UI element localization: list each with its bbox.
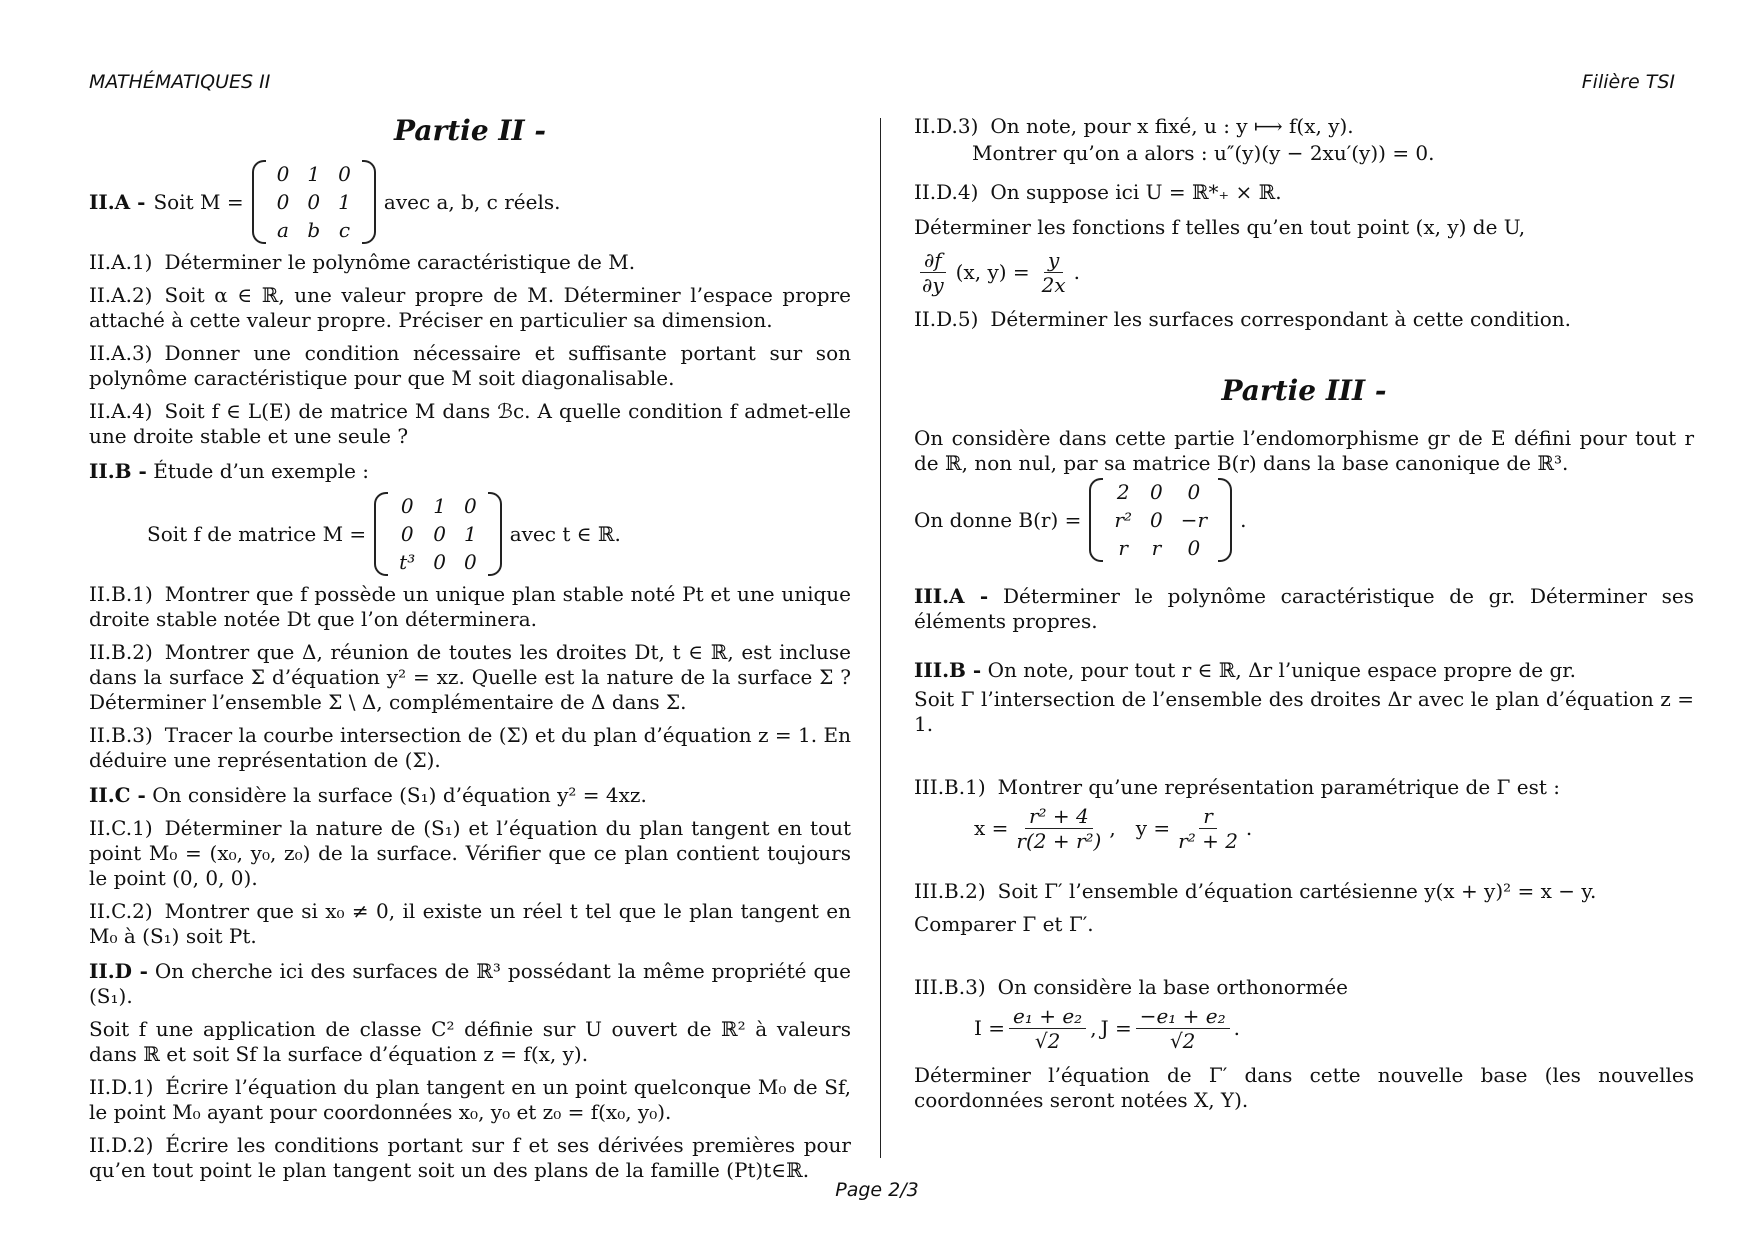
header-right: Filière TSI — [1581, 71, 1675, 93]
question-iiib2: III.B.2) Soit Γ′ l’ensemble d’équation cartésienne y(x + y)² = x − y. — [914, 879, 1597, 903]
section-iiib: III.B - On note, pour tout r ∈ ℝ, Δr l’unique espace propre de gr. — [914, 658, 1576, 682]
matrix-row-iib — [147, 492, 851, 576]
matrix-m-example: 0 1 0 0 0 1 t³ 0 0 — [374, 492, 502, 576]
question-iic1: II.C.1) Déterminer la nature de (S₁) et l’équation du plan tangent en tout point M₀ = (x₀, y₀, z₀) de la surface. Vérifier que ce plan contient toujours le point (0, 0, 0). — [89, 816, 851, 890]
fraction-df-dy: $\frac{\partial f}{\partial y}$ — [918, 248, 948, 297]
fraction-i: $\frac{\text{e₁ + e₂}}{√2}$ — [1009, 1004, 1086, 1053]
question-iid2: II.D.2) Écrire les conditions portant sur f et ses dérivées premières pour qu’en tout point le plan tangent soit un des plans de la famille (Pt)t∈ℝ. — [89, 1133, 851, 1182]
section-label: II.A - — [89, 189, 146, 214]
question-iiib3: III.B.3) On considère la base orthonormée — [914, 975, 1348, 999]
question-iic2: II.C.2) Montrer que si x₀ ≠ 0, il existe un réel t tel que le plan tangent en M₀ à (S₁) soit Pt. — [89, 899, 851, 948]
question-iiib2-text: Comparer Γ et Γ′. — [914, 912, 1094, 936]
question-iia2: II.A.2) Soit α ∈ ℝ, une valeur propre de M. Déterminer l’espace propre attaché à cette valeur propre. Préciser en particulier sa dimension. — [89, 283, 851, 332]
section-iic: II.C - On considère la surface (S₁) d’équation y² = 4xz. — [89, 783, 647, 807]
question-iia1: II.A.1) Déterminer le polynôme caractéristique de M. — [89, 250, 636, 274]
right-column — [914, 114, 1694, 1121]
question-iid4-text: Déterminer les fonctions f telles qu’en tout point (x, y) de U, — [914, 215, 1526, 239]
parametric-equation: x = $\frac{\text{r² + 4}}{\text{r(2 + r²)}}$ , y = $\frac{r}{\text{r² + 2}}$ . — [974, 804, 1253, 853]
question-iib2: II.B.2) Montrer que Δ, réunion de toutes les droites Dt, t ∈ ℝ, est incluse dans la surface Σ d’équation y² = xz. Quelle est la nature de la surface Σ ? Déterminer l’ensemble Σ \ Δ, complémentaire de Δ dans Σ. — [89, 640, 851, 714]
question-iiib3-text: Déterminer l’équation de Γ′ dans cette nouvelle base (les nouvelles coordonnées seront notées X, Y). — [914, 1063, 1694, 1112]
matrix-m: 0 1 0 0 0 1 a b c — [252, 160, 376, 244]
fraction-x: $\frac{\text{r² + 4}}{\text{r(2 + r²)}}$ — [1016, 804, 1102, 853]
section-iib: II.B - Étude d’un exemple : — [89, 459, 370, 483]
section-iiia: III.A - Déterminer le polynôme caractéristique de gr. Déterminer ses éléments propres. — [914, 584, 1695, 633]
question-iiib1: III.B.1) Montrer qu’une représentation paramétrique de Γ est : — [914, 775, 1560, 799]
matrix-b: 2 0 0 r² 0 −r r r 0 — [1089, 478, 1232, 562]
question-iid4: II.D.4) On suppose ici U = ℝ*₊ × ℝ. — [914, 180, 1282, 204]
question-iid3-line2: Montrer qu’on a alors : u″(y)(y − 2xu′(y)) = 0. — [972, 141, 1435, 165]
matrix-pre: Soit M = — [153, 189, 244, 214]
part-iii-intro: On considère dans cette partie l’endomorphisme gr de E défini pour tout r de ℝ, non nul, par sa matrice B(r) dans la base canonique de ℝ³. — [914, 426, 1694, 475]
part-ii-title: Partie II - — [394, 114, 546, 147]
fraction-y-2x: $\frac{y}{2x}$ — [1041, 248, 1066, 297]
section-iid: II.D - On cherche ici des surfaces de ℝ³ possédant la même propriété que (S₁). — [89, 959, 852, 1008]
question-iid3: II.D.3) On note, pour x fixé, u : y ⟼ f(x, y). — [914, 114, 1354, 138]
matrix-post: avec t ∈ ℝ. — [509, 521, 621, 546]
part-iii-title: Partie III - — [1221, 374, 1387, 407]
question-iib3: II.B.3) Tracer la courbe intersection de (Σ) et du plan d’équation z = 1. En déduire une représentation de (Σ). — [89, 723, 851, 772]
column-divider — [880, 118, 881, 1158]
fraction-j: $\frac{\text{−e₁ + e₂}}{√2}$ — [1136, 1004, 1230, 1053]
section-iid-intro: Soit f une application de classe C² définie sur U ouvert de ℝ² à valeurs dans ℝ et soit Sf la surface d’équation z = f(x, y). — [89, 1017, 851, 1066]
pde-equation: $\frac{\partial f}{\partial y}$ (x, y) = $\frac{y}{2x}$ . — [914, 248, 1694, 297]
question-iib1: II.B.1) Montrer que f possède un unique plan stable noté Pt et une unique droite stable notée Dt que l’on déterminera. — [89, 582, 851, 631]
section-iiib-text: Soit Γ l’intersection de l’ensemble des droites Δr avec le plan d’équation z = 1. — [914, 687, 1694, 736]
matrix-post: avec a, b, c réels. — [383, 189, 561, 214]
question-iia3: II.A.3) Donner une condition nécessaire et suffisante portant sur son polynôme caractéristique pour que M soit diagonalisable. — [89, 341, 851, 390]
matrix-row-b: On donne B(r) = 2 0 0 r² 0 −r r r 0 . — [914, 480, 1247, 560]
left-column — [89, 114, 851, 1191]
question-iid1: II.D.1) Écrire l’équation du plan tangent en un point quelconque M₀ de Sf, le point M₀ ayant pour coordonnées x₀, y₀ et z₀ = f(x₀, y₀). — [89, 1075, 851, 1124]
question-iid5: II.D.5) Déterminer les surfaces correspondant à cette condition. — [914, 307, 1572, 331]
fraction-y: $\frac{r}{\text{r² + 2}}$ — [1178, 804, 1238, 853]
question-iia4: II.A.4) Soit f ∈ L(E) de matrice M dans ℬc. A quelle condition f admet-elle une droite stable et une seule ? — [89, 399, 851, 448]
header-left: MATHÉMATIQUES II — [89, 71, 271, 93]
basis-equation: I = $\frac{\text{e₁ + e₂}}{√2}$ , J = $\frac{\text{−e₁ + e₂}}{√2}$ . — [974, 1004, 1240, 1053]
page-number: Page 2/3 — [835, 1179, 919, 1201]
matrix-pre: Soit f de matrice M = — [147, 521, 367, 546]
section-iia — [89, 160, 851, 244]
